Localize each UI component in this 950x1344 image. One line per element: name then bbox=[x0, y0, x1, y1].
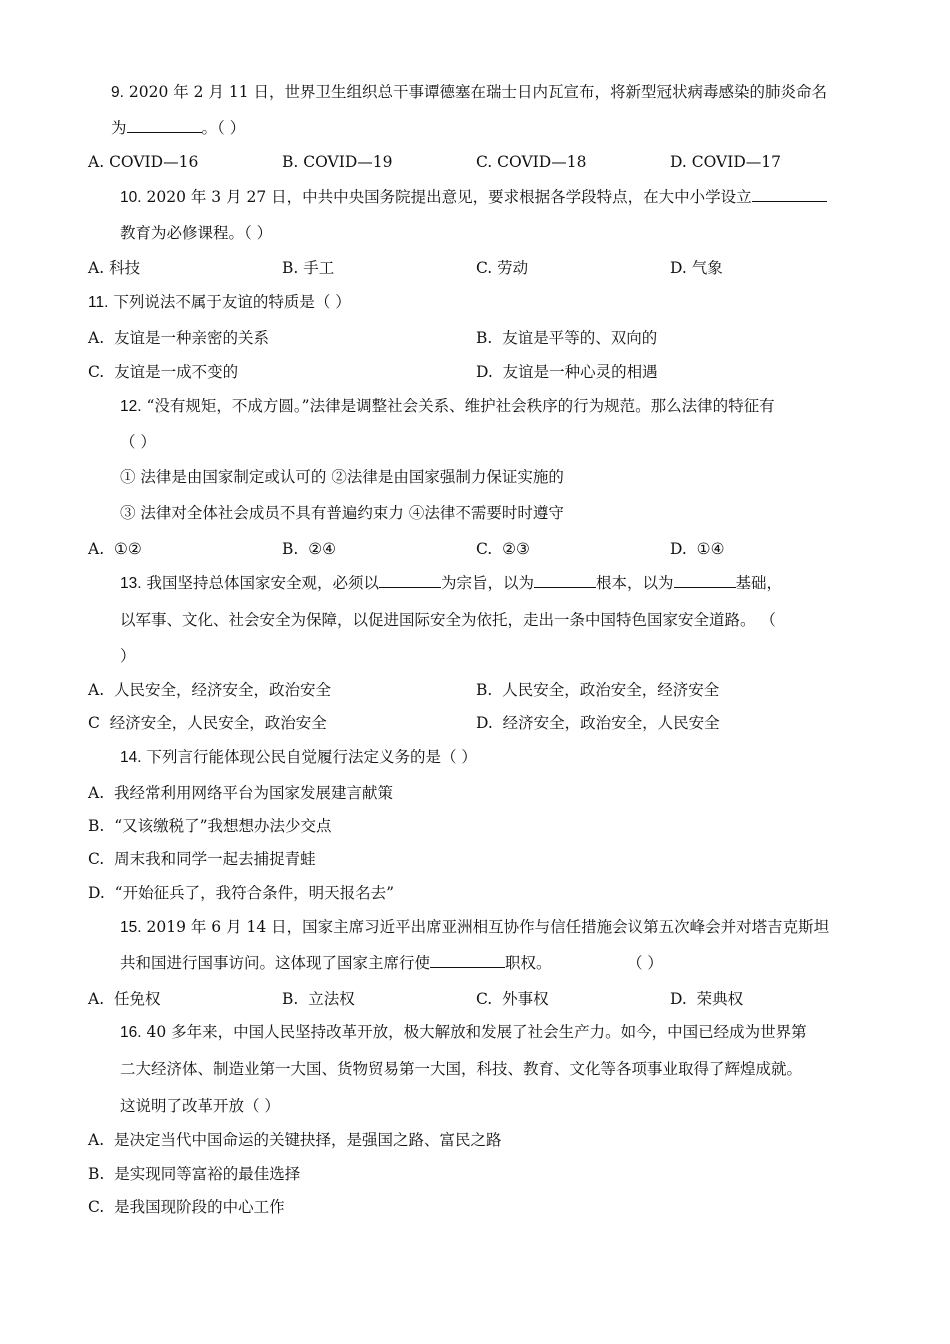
option-key: D. bbox=[670, 259, 687, 277]
option-c[interactable] bbox=[476, 258, 528, 278]
option-a[interactable] bbox=[88, 783, 393, 803]
question-16-line-3: 这说明了改革开放（ ） bbox=[120, 1097, 280, 1115]
option-a[interactable] bbox=[88, 539, 142, 559]
option-key: A. bbox=[88, 329, 105, 347]
option-text: 是实现同等富裕的最佳选择 bbox=[114, 1165, 301, 1183]
option-c[interactable] bbox=[88, 713, 327, 733]
question-text: 40 多年来，中国人民坚持改革开放，极大解放和发展了社会生产力。如今，中国已经成为世界第 bbox=[146, 1023, 807, 1041]
answer-blank bbox=[674, 573, 736, 588]
option-d[interactable] bbox=[476, 362, 658, 382]
option-key: D. bbox=[670, 153, 687, 171]
option-text: 科技 bbox=[109, 259, 141, 277]
option-text: COVID—16 bbox=[109, 153, 199, 171]
question-number: 16. bbox=[120, 1024, 142, 1041]
question-text: 下列说法不属于友谊的特质是（ ） bbox=[113, 293, 351, 311]
option-text: 友谊是平等的、双向的 bbox=[502, 329, 658, 347]
answer-paren: 。（ ） bbox=[201, 119, 246, 137]
question-number: 13. bbox=[120, 575, 142, 592]
option-c[interactable] bbox=[88, 849, 316, 869]
question-11-line-1 bbox=[88, 292, 351, 313]
option-text: 立法权 bbox=[308, 990, 355, 1008]
option-b[interactable] bbox=[476, 680, 719, 700]
answer-paren: （ ） bbox=[627, 954, 663, 972]
option-text: ①④ bbox=[696, 540, 725, 558]
question-16-line-2: 二大经济体、制造业第一大国、货物贸易第一大国，科技、教育、文化等各项事业取得了辉煌成就。 bbox=[120, 1060, 803, 1078]
question-9-line-1 bbox=[111, 82, 827, 103]
option-text: ②④ bbox=[308, 540, 336, 558]
question-13-line-3: ） bbox=[120, 647, 136, 665]
option-key: C. bbox=[476, 990, 493, 1008]
option-d[interactable] bbox=[670, 152, 781, 172]
question-text: “没有规矩，不成方圆。”法律是调整社会关系、维护社会秩序的行为规范。那么法律的特征有 bbox=[146, 397, 775, 415]
option-c[interactable] bbox=[476, 539, 530, 559]
option-key: A. bbox=[88, 784, 105, 802]
option-d[interactable] bbox=[88, 883, 394, 903]
option-d[interactable] bbox=[670, 539, 724, 559]
option-text: 荣典权 bbox=[696, 990, 744, 1008]
option-text: 是决定当代中国命运的关键抉择，是强国之路、富民之路 bbox=[113, 1131, 502, 1149]
question-number: 11. bbox=[88, 294, 109, 311]
answer-blank bbox=[752, 187, 827, 202]
option-text: 经济安全，政治安全，人民安全 bbox=[502, 714, 720, 732]
question-9-line-2 bbox=[111, 118, 245, 138]
option-c[interactable] bbox=[476, 989, 549, 1009]
option-b[interactable] bbox=[282, 989, 355, 1009]
option-key: B. bbox=[282, 259, 299, 277]
option-text: 人民安全，政治安全，经济安全 bbox=[502, 681, 720, 699]
option-text: 任免权 bbox=[113, 990, 161, 1008]
option-text: ①② bbox=[113, 540, 142, 558]
option-b[interactable] bbox=[476, 328, 657, 348]
option-key: B. bbox=[476, 681, 493, 699]
question-text: 基础， bbox=[735, 574, 783, 592]
option-text: 友谊是一种心灵的相遇 bbox=[502, 363, 658, 381]
question-text: 职权。 bbox=[505, 954, 552, 972]
option-text: “开始征兵了，我符合条件，明天报名去” bbox=[114, 884, 395, 902]
option-c[interactable] bbox=[88, 1197, 285, 1217]
question-number: 15. bbox=[120, 919, 142, 936]
option-key: D. bbox=[476, 363, 493, 381]
option-a[interactable] bbox=[88, 989, 161, 1009]
option-text: 是我国现阶段的中心工作 bbox=[114, 1198, 285, 1216]
option-text: 外事权 bbox=[502, 990, 549, 1008]
option-key: D. bbox=[670, 990, 687, 1008]
option-text: COVID—17 bbox=[691, 153, 782, 171]
option-key: C. bbox=[476, 540, 493, 558]
option-key: C. bbox=[88, 1198, 105, 1216]
option-key: D. bbox=[88, 884, 105, 902]
question-number: 10. bbox=[120, 189, 142, 206]
option-d[interactable] bbox=[670, 258, 723, 278]
option-b[interactable] bbox=[88, 816, 332, 836]
question-text: 下列言行能体现公民自觉履行法定义务的是（ ） bbox=[146, 748, 477, 766]
question-14-line-1 bbox=[120, 747, 477, 768]
question-16-line-1 bbox=[120, 1022, 807, 1043]
option-c[interactable] bbox=[476, 152, 586, 172]
question-15-line-2 bbox=[120, 953, 552, 973]
question-number: 14. bbox=[120, 749, 142, 766]
option-key: A. bbox=[88, 681, 105, 699]
option-b[interactable] bbox=[88, 1164, 300, 1184]
question-number: 12. bbox=[120, 398, 142, 415]
option-key: B. bbox=[282, 990, 299, 1008]
option-text: 人民安全，经济安全，政治安全 bbox=[113, 681, 331, 699]
question-13-line-2: 以军事、文化、社会安全为保障，以促进国际安全为依托，走出一条中国特色国家安全道路。 （ bbox=[120, 611, 776, 629]
option-text: ②③ bbox=[502, 540, 530, 558]
question-text: 2020 年 2 月 11 日，世界卫生组织总干事谭德塞在瑞士日内瓦宣布，将新型冠状病毒感染的肺炎命名 bbox=[128, 83, 828, 101]
option-b[interactable] bbox=[282, 539, 336, 559]
option-d[interactable] bbox=[476, 713, 720, 733]
option-text: 友谊是一成不变的 bbox=[114, 363, 239, 381]
option-key: C. bbox=[88, 363, 105, 381]
option-a[interactable] bbox=[88, 258, 140, 278]
question-text: 2019 年 6 月 14 日，国家主席习近平出席亚洲相互协作与信任措施会议第五次峰会并对塔吉克斯坦 bbox=[146, 918, 830, 936]
question-10-line-2: 教育为必修课程。（ ） bbox=[120, 224, 273, 242]
option-key: A. bbox=[88, 153, 105, 171]
option-a[interactable] bbox=[88, 328, 269, 348]
option-text: “又该缴税了”我想想办法少交点 bbox=[114, 817, 332, 835]
option-key: B. bbox=[282, 540, 299, 558]
option-key: B. bbox=[88, 1165, 105, 1183]
question-13-line-1 bbox=[120, 573, 782, 594]
option-key: B. bbox=[88, 817, 105, 835]
option-key: A. bbox=[88, 540, 105, 558]
option-key: A. bbox=[88, 990, 105, 1008]
question-text: 2020 年 3 月 27 日，中共中央国务院提出意见，要求根据各学段特点，在大中小学设立 bbox=[146, 188, 752, 206]
question-text: 为宗旨，以为 bbox=[441, 574, 535, 592]
option-text: 我经常利用网络平台为国家发展建言献策 bbox=[113, 784, 393, 802]
option-a[interactable] bbox=[88, 1130, 502, 1150]
question-text: 我国坚持总体国家安全观，必须以 bbox=[146, 574, 380, 592]
option-c[interactable] bbox=[88, 362, 238, 382]
option-d[interactable] bbox=[670, 989, 743, 1009]
option-text: 友谊是一种亲密的关系 bbox=[113, 329, 269, 347]
option-text: 周末我和同学一起去捕捉青蛙 bbox=[114, 850, 316, 868]
option-a[interactable] bbox=[88, 680, 331, 700]
question-text: 共和国进行国事访问。这体现了国家主席行使 bbox=[120, 954, 431, 972]
option-text: 劳动 bbox=[497, 259, 529, 277]
statement-line-2: ③ 法律对全体社会成员不具有普遍约束力 ④法律不需要时时遵守 bbox=[120, 504, 564, 522]
answer-blank bbox=[430, 953, 505, 968]
option-key: C. bbox=[476, 153, 493, 171]
option-key: C bbox=[88, 714, 100, 732]
question-number: 9. bbox=[111, 84, 124, 101]
option-text: COVID—18 bbox=[497, 153, 587, 171]
option-b[interactable] bbox=[282, 152, 393, 172]
answer-blank bbox=[534, 573, 596, 588]
option-text: 气象 bbox=[691, 259, 723, 277]
question-text: 根本，以为 bbox=[596, 574, 674, 592]
option-key: B. bbox=[282, 153, 299, 171]
question-12-line-2: （ ） bbox=[120, 433, 156, 451]
option-text: COVID—19 bbox=[303, 153, 393, 171]
option-key: C. bbox=[476, 259, 493, 277]
option-text: 经济安全，人民安全，政治安全 bbox=[109, 714, 327, 732]
question-12-line-1 bbox=[120, 396, 775, 417]
option-key: C. bbox=[88, 850, 105, 868]
option-b[interactable] bbox=[282, 258, 334, 278]
option-key: B. bbox=[476, 329, 493, 347]
option-key: A. bbox=[88, 259, 105, 277]
option-a[interactable] bbox=[88, 152, 198, 172]
answer-blank bbox=[379, 573, 441, 588]
statement-line-1: ① 法律是由国家制定或认可的 ②法律是由国家强制力保证实施的 bbox=[120, 468, 564, 486]
answer-blank bbox=[127, 118, 202, 133]
option-key: D. bbox=[476, 714, 493, 732]
question-15-line-1 bbox=[120, 917, 829, 938]
option-text: 手工 bbox=[303, 259, 335, 277]
option-key: A. bbox=[88, 1131, 105, 1149]
question-10-line-1 bbox=[120, 187, 827, 208]
option-key: D. bbox=[670, 540, 687, 558]
question-text: 为 bbox=[111, 119, 127, 137]
